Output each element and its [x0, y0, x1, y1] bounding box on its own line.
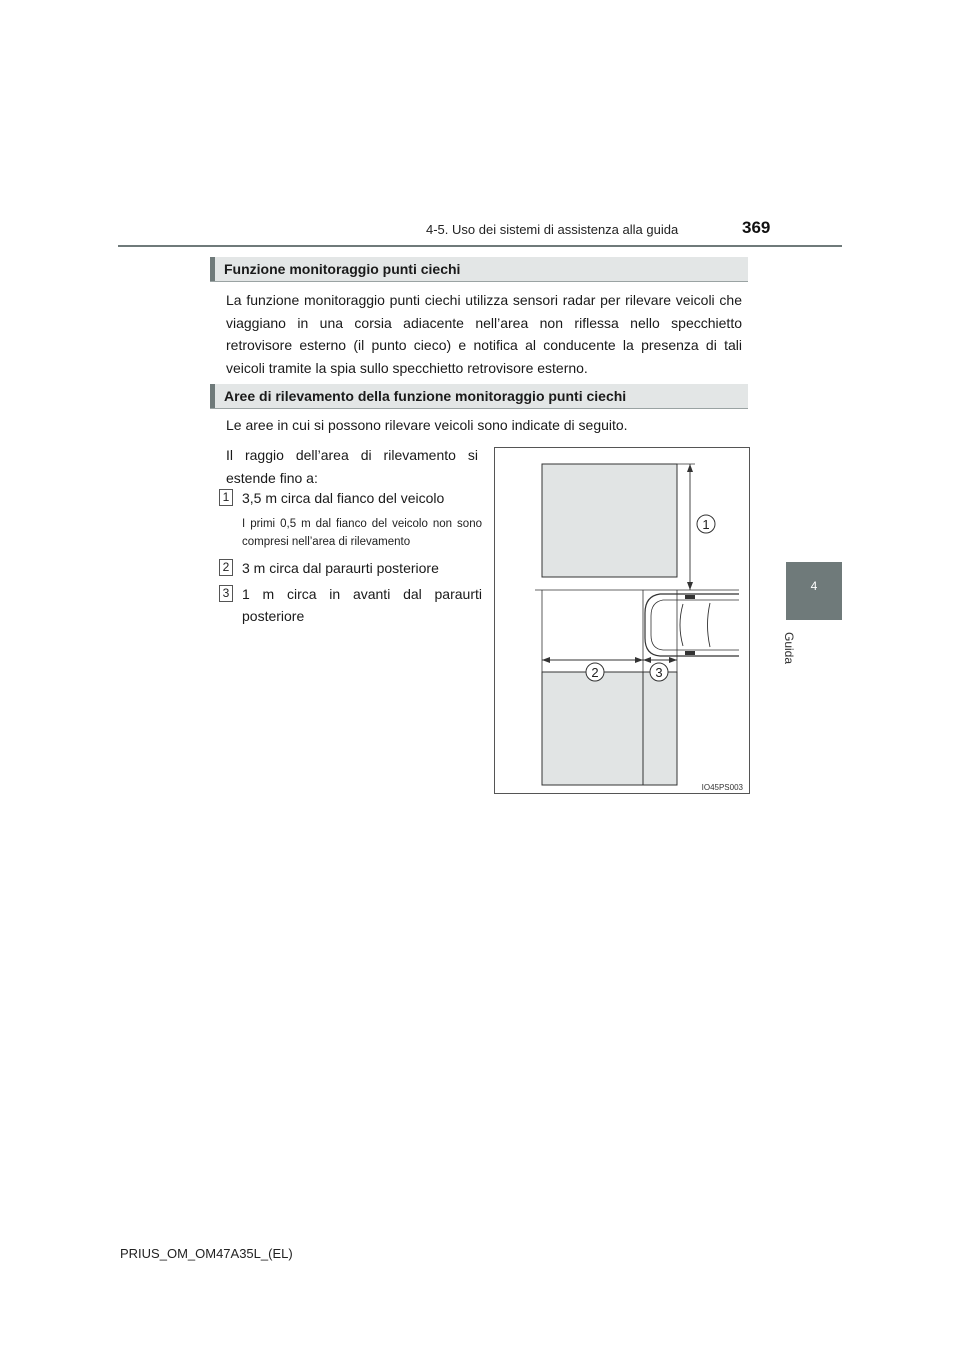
range-text: Il raggio dell’area di rilevamento si estende fino a:: [226, 447, 478, 486]
callout-3: [650, 663, 668, 681]
item-text-2: 3 m circa dal paraurti posteriore: [242, 560, 439, 576]
section-heading-2: Aree di rilevamento della funzione monitoraggio punti ciechi: [224, 388, 627, 404]
callout-1: [697, 515, 715, 533]
item-text-1: 3,5 m circa dal fianco del veicolo: [242, 490, 445, 506]
diagram-svg: [495, 448, 749, 793]
side-detection-zone: [542, 464, 677, 577]
heading-marker: [210, 257, 215, 281]
section-body: La funzione monitoraggio punti ciechi utilizza sensori radar per rilevare veicoli che viaggiano in una corsia adiacente nell’area non riflessa nello specchietto retrovisore esterno (il punto cieco) e notifica al conducente la presenza di tali veicoli tramite la spia sullo specchietto retrovisore esterno.: [226, 292, 742, 376]
page-number: 369: [742, 218, 771, 237]
detection-area-diagram: [494, 447, 750, 794]
item-number-1: 1: [219, 489, 233, 506]
callout-3-label: 3: [655, 665, 663, 680]
arrowhead: [635, 657, 643, 663]
image-code: IO45PS003: [701, 783, 743, 792]
arrowhead: [542, 657, 550, 663]
callout-2-label: 2: [591, 665, 599, 680]
rear-detection-zone: [542, 672, 677, 785]
item-number-2: 2: [219, 559, 233, 576]
vehicle-icon: [645, 594, 739, 656]
chapter-number: 4: [810, 579, 818, 593]
arrowhead: [669, 657, 677, 663]
callout-1-label: 1: [702, 517, 710, 532]
chapter-label-container: [782, 632, 800, 682]
chapter-tab: [786, 562, 842, 620]
footer-code: PRIUS_OM_OM47A35L_(EL): [120, 1246, 293, 1261]
item-note-1: I primi 0,5 m dal fianco del veicolo non sono compresi nell’area di rilevamento: [242, 518, 482, 548]
chapter-label: Guida: [782, 632, 796, 665]
heading-marker: [210, 384, 215, 408]
section-heading-bar-2: [210, 384, 748, 409]
arrowhead: [687, 464, 693, 472]
header-rule: [118, 245, 842, 247]
item-text-3: 1 m circa in avanti dal paraurti posteriore: [242, 586, 482, 624]
arrowhead: [687, 582, 693, 590]
running-section-title: 4-5. Uso dei sistemi di assistenza alla guida: [426, 222, 679, 237]
section-intro: Le aree in cui si possono rilevare veicoli sono indicate di seguito.: [226, 417, 628, 433]
section-heading: Funzione monitoraggio punti ciechi: [224, 261, 461, 277]
section-heading-bar: [210, 257, 748, 282]
item-number-3: 3: [219, 585, 233, 602]
callout-2: [586, 663, 604, 681]
arrowhead: [643, 657, 651, 663]
